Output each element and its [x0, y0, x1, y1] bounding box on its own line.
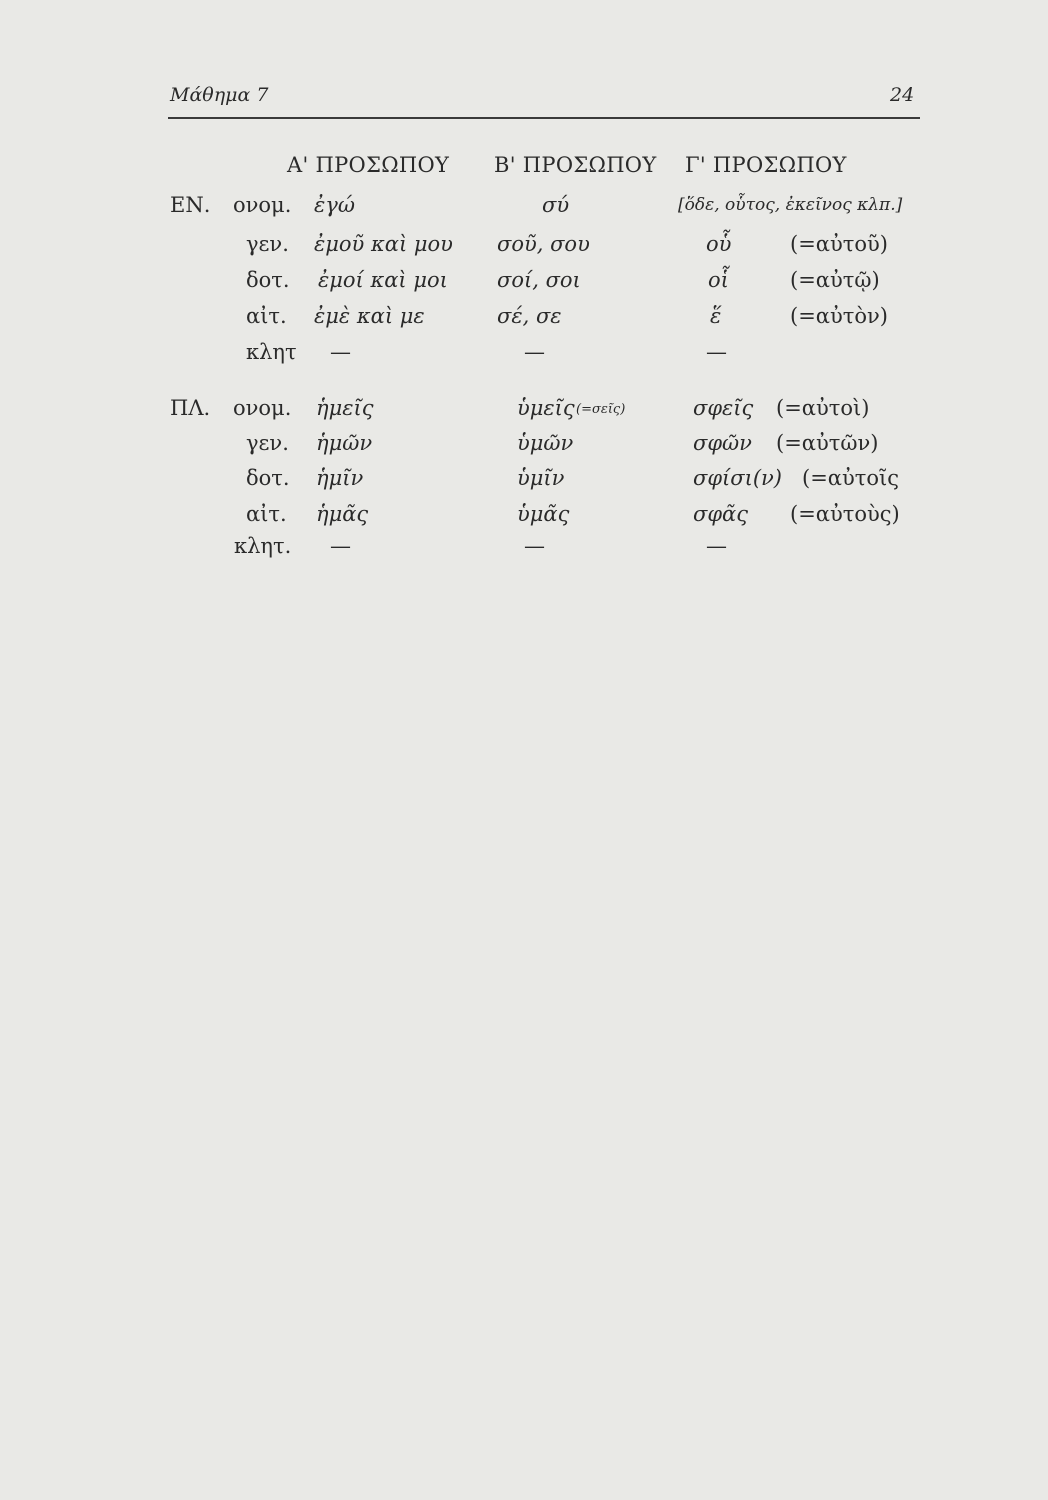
pronoun-form: ἡμᾶς [316, 502, 369, 526]
pronoun-form: ὑμεῖς [517, 396, 575, 420]
case-label: γεν. [246, 232, 289, 256]
pronoun-form: οὗ [706, 232, 732, 256]
equivalent-form: (=αὐτοὶ) [776, 396, 870, 420]
pronoun-form: [ὅδε, οὗτος, ἐκεῖνος κλπ.] [678, 195, 903, 215]
col-header-second-person: Β' ΠΡΟΣΩΠΟΥ [494, 153, 657, 177]
pronoun-form: ἡμῖν [316, 466, 364, 490]
pronoun-form: σφῶν [693, 431, 752, 455]
pronoun-form: ἐγώ [314, 193, 355, 217]
col-header-third-person: Γ' ΠΡΟΣΩΠΟΥ [685, 153, 847, 177]
pronoun-form: σέ, σε [497, 304, 562, 328]
case-label: δοτ. [246, 268, 290, 292]
empty-dash: — [524, 340, 545, 364]
pronoun-form: ἡμεῖς [316, 396, 374, 420]
pronoun-form: ἐμοί καὶ μοι [318, 268, 448, 292]
equivalent-form: (=αὐτοῦ) [790, 232, 888, 256]
equivalent-form: (=αὐτοῖς [802, 466, 899, 490]
pronoun-form: ἐμοῦ καὶ μου [314, 232, 453, 256]
pronoun-form: σφᾶς [693, 502, 748, 526]
equivalent-form: (=αὐτῷ) [790, 268, 880, 292]
pronoun-form: σφίσι(ν) [693, 466, 782, 490]
equivalent-form: (=αὐτὸν) [790, 304, 888, 328]
equivalent-form: (=αὐτῶν) [776, 431, 879, 455]
empty-dash: — [330, 534, 351, 558]
case-label: κλητ [246, 340, 297, 364]
pronoun-note: (=σεῖς) [576, 402, 626, 417]
pronoun-form: σοῦ, σου [497, 232, 590, 256]
case-label: δοτ. [246, 466, 290, 490]
col-header-first-person: Α' ΠΡΟΣΩΠΟΥ [287, 153, 450, 177]
pronoun-form: σφεῖς [693, 396, 754, 420]
case-label: ονομ. [233, 193, 292, 217]
case-label: κλητ. [234, 534, 292, 558]
pronoun-form: σύ [542, 193, 570, 217]
number-label-plural: ΠΛ. [170, 396, 211, 420]
pronoun-form: ἐμὲ καὶ με [314, 304, 425, 328]
case-label: ονομ. [233, 396, 292, 420]
empty-dash: — [330, 340, 351, 364]
empty-dash: — [706, 340, 727, 364]
case-label: αἰτ. [246, 304, 287, 328]
pronoun-form: οἷ [708, 268, 729, 292]
number-label-singular: ΕΝ. [170, 193, 211, 217]
pronoun-form: ἕ [710, 304, 722, 328]
pronoun-form: ὑμῖν [517, 466, 565, 490]
page-number: 24 [890, 84, 915, 106]
lesson-title: Μάθημα 7 [170, 84, 269, 106]
header-rule [168, 117, 920, 119]
case-label: αἰτ. [246, 502, 287, 526]
empty-dash: — [524, 534, 545, 558]
equivalent-form: (=αὐτοὺς) [790, 502, 900, 526]
case-label: γεν. [246, 431, 289, 455]
empty-dash: — [706, 534, 727, 558]
pronoun-form: σοί, σοι [497, 268, 581, 292]
pronoun-form: ὑμῶν [517, 431, 574, 455]
pronoun-form: ὑμᾶς [517, 502, 570, 526]
pronoun-form: ἡμῶν [316, 431, 373, 455]
